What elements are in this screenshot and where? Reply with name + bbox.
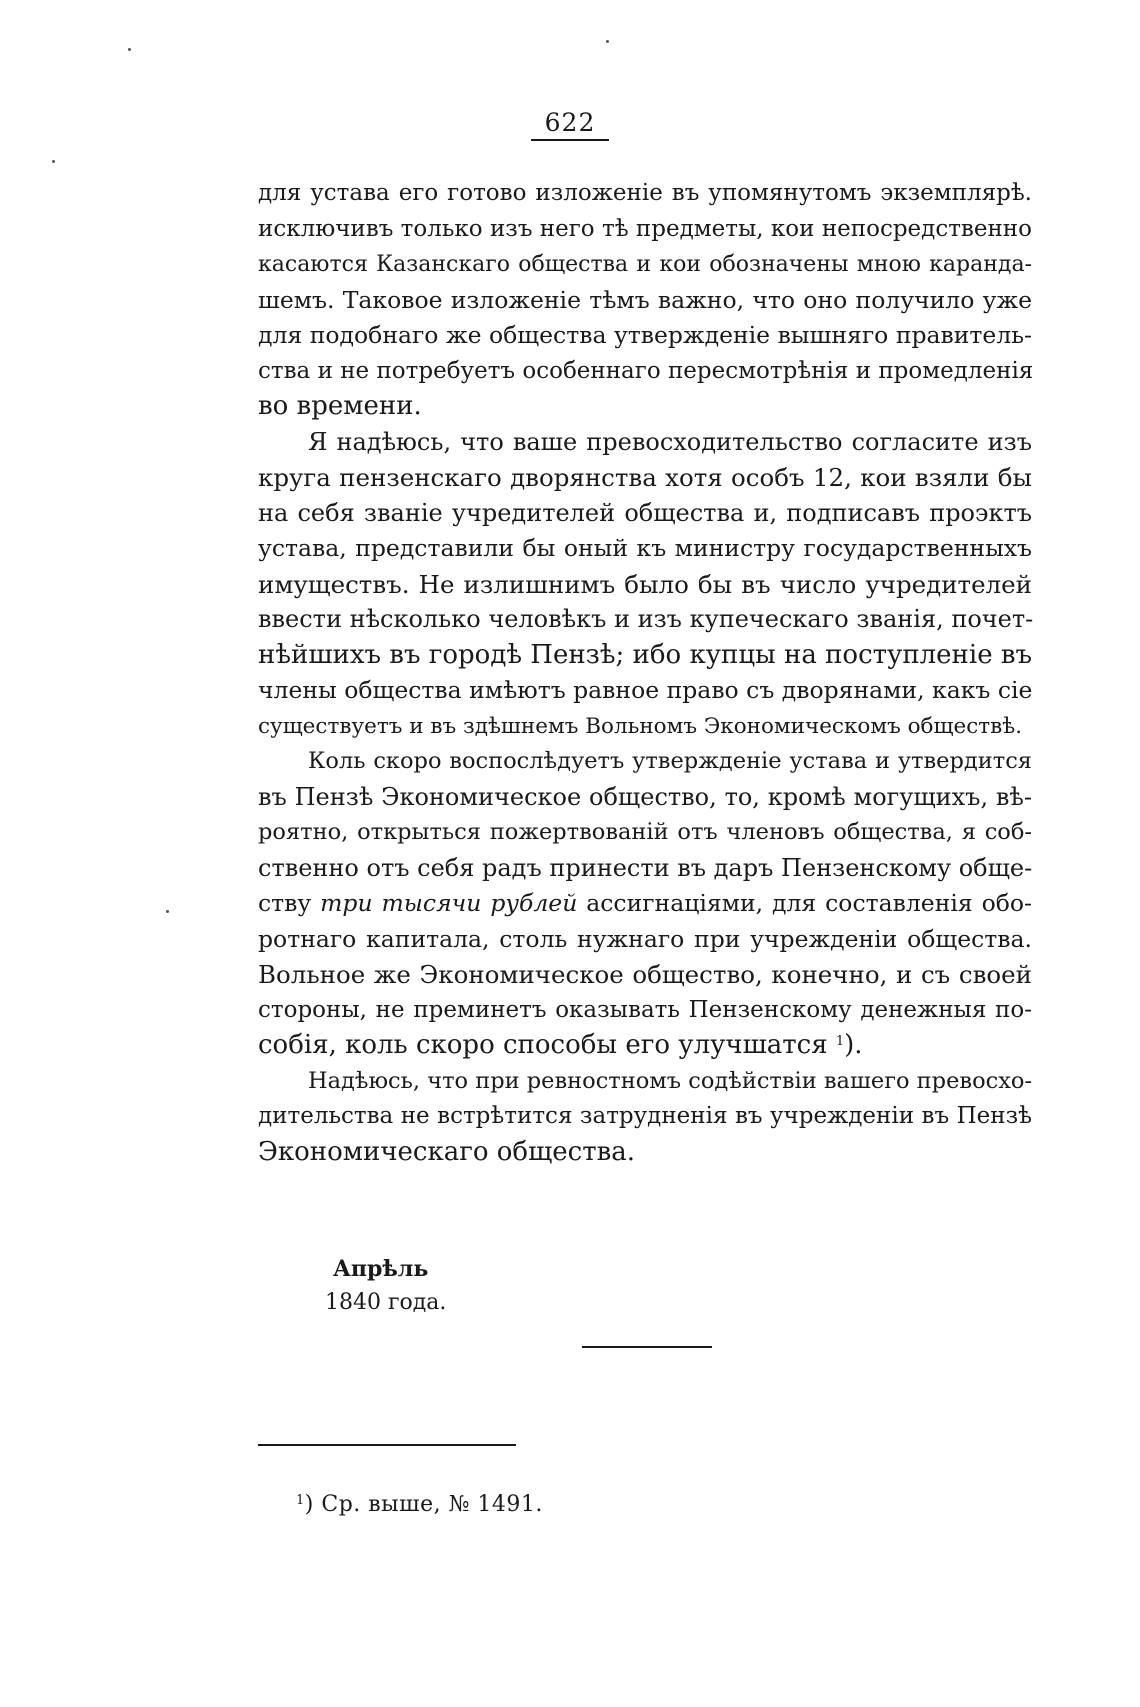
text-line: ввести нѣсколько человѣкъ и изъ купеческаго званія, почет- xyxy=(258,605,1034,633)
text-line: круга пензенскаго дворянства хотя особъ 12, кои взяли бы xyxy=(258,463,1032,492)
text-line-with-italic xyxy=(258,886,1032,922)
text-line: для устава его готово изложеніе въ упомянутомъ экземплярѣ. xyxy=(258,180,1032,206)
text-fragment: ству xyxy=(258,889,321,917)
text-fragment: ). xyxy=(844,1030,863,1060)
footnote-divider xyxy=(258,1444,516,1446)
scan-speck xyxy=(606,40,609,43)
footnote-marker: 1 xyxy=(296,1493,305,1508)
page-number-text: 622 xyxy=(531,109,610,141)
date-month: Апрѣль xyxy=(333,1256,429,1282)
page-number xyxy=(0,108,1140,141)
text-line: исключивъ только изъ него тѣ предметы, кои непосредственно xyxy=(258,215,1032,242)
text-line: члены общества имѣютъ равное право съ дворянами, какъ сіе xyxy=(258,676,1033,704)
footnote-reference: 1 xyxy=(835,1034,845,1049)
text-line: касаются Казанскаго общества и кои обозначены мною каранда- xyxy=(258,252,1032,277)
paragraph-1 xyxy=(258,176,1032,425)
text-line: стороны, не преминетъ оказывать Пензенскому денежныя по- xyxy=(258,996,1032,1023)
text-line: существуетъ и въ здѣшнемъ Вольномъ Экономическомъ обществѣ. xyxy=(258,713,1023,739)
text-line xyxy=(258,1028,1032,1064)
paragraph-4 xyxy=(258,1064,1032,1171)
letter-body xyxy=(258,176,1032,1170)
text-fragment: ассигнаціями, для составленія обо- xyxy=(577,889,1032,917)
text-line: ства и не потребуетъ особеннаго пересмотрѣнія и промедленія xyxy=(258,357,1034,384)
text-line: Экономическаго общества. xyxy=(258,1136,635,1167)
paragraph-3 xyxy=(258,744,1032,1064)
date-signature xyxy=(325,1252,446,1320)
scan-speck xyxy=(128,48,131,51)
text-line: ротнаго капитала, столь нужнаго при учрежденіи общества. xyxy=(258,924,1032,953)
footnote-text: ) Ср. выше, № 1491. xyxy=(304,1492,543,1517)
text-line: устава, представили бы оный къ министру государственныхъ xyxy=(258,534,1032,562)
text-fragment: собія, коль скоро способы его улучшатся xyxy=(258,1030,836,1060)
text-line: нѣйшихъ въ городѣ Пензѣ; ибо купцы на поступленіе въ xyxy=(258,639,1033,670)
scan-speck xyxy=(166,910,169,913)
paragraph-2 xyxy=(258,425,1032,745)
text-line: въ Пензѣ Экономическое общество, то, кромѣ могущихъ, вѣ- xyxy=(258,782,1032,811)
text-line: Я надѣюсь, что ваше превосходительство согласите изъ xyxy=(308,427,1032,456)
section-divider xyxy=(582,1346,712,1348)
text-line: Коль скоро воспослѣдуетъ утвержденіе устава и утвердится xyxy=(308,748,1032,774)
text-line: шемъ. Таковое изложеніе тѣмъ важно, что оно получило уже xyxy=(258,285,1032,314)
text-line: во времени. xyxy=(258,391,422,421)
date-year: 1840 года. xyxy=(325,1290,447,1315)
text-line: роятно, открыться пожертвованій отъ членовъ общества, я соб- xyxy=(258,819,1032,845)
text-line: ственно отъ себя радъ принести въ даръ Пензенскому обще- xyxy=(258,853,1033,882)
scan-speck xyxy=(52,160,55,163)
italic-phrase: три тысячи рублей xyxy=(320,889,578,917)
text-line: имуществъ. Не излишнимъ было бы въ число учредителей xyxy=(258,569,1032,599)
text-line: на себя званіе учредителей общества и, подписавъ проэктъ xyxy=(258,498,1032,527)
text-line: Надѣюсь, что при ревностномъ содѣйствіи вашего превосхо- xyxy=(308,1067,1033,1094)
footnote xyxy=(296,1490,543,1520)
text-line: дительства не встрѣтится затрудненія въ учрежденіи въ Пензѣ xyxy=(258,1103,1032,1129)
text-line: Вольное же Экономическое общество, конечно, и съ своей xyxy=(258,960,1032,989)
text-line: для подобнаго же общества утвержденіе вышняго правитель- xyxy=(258,321,1032,349)
